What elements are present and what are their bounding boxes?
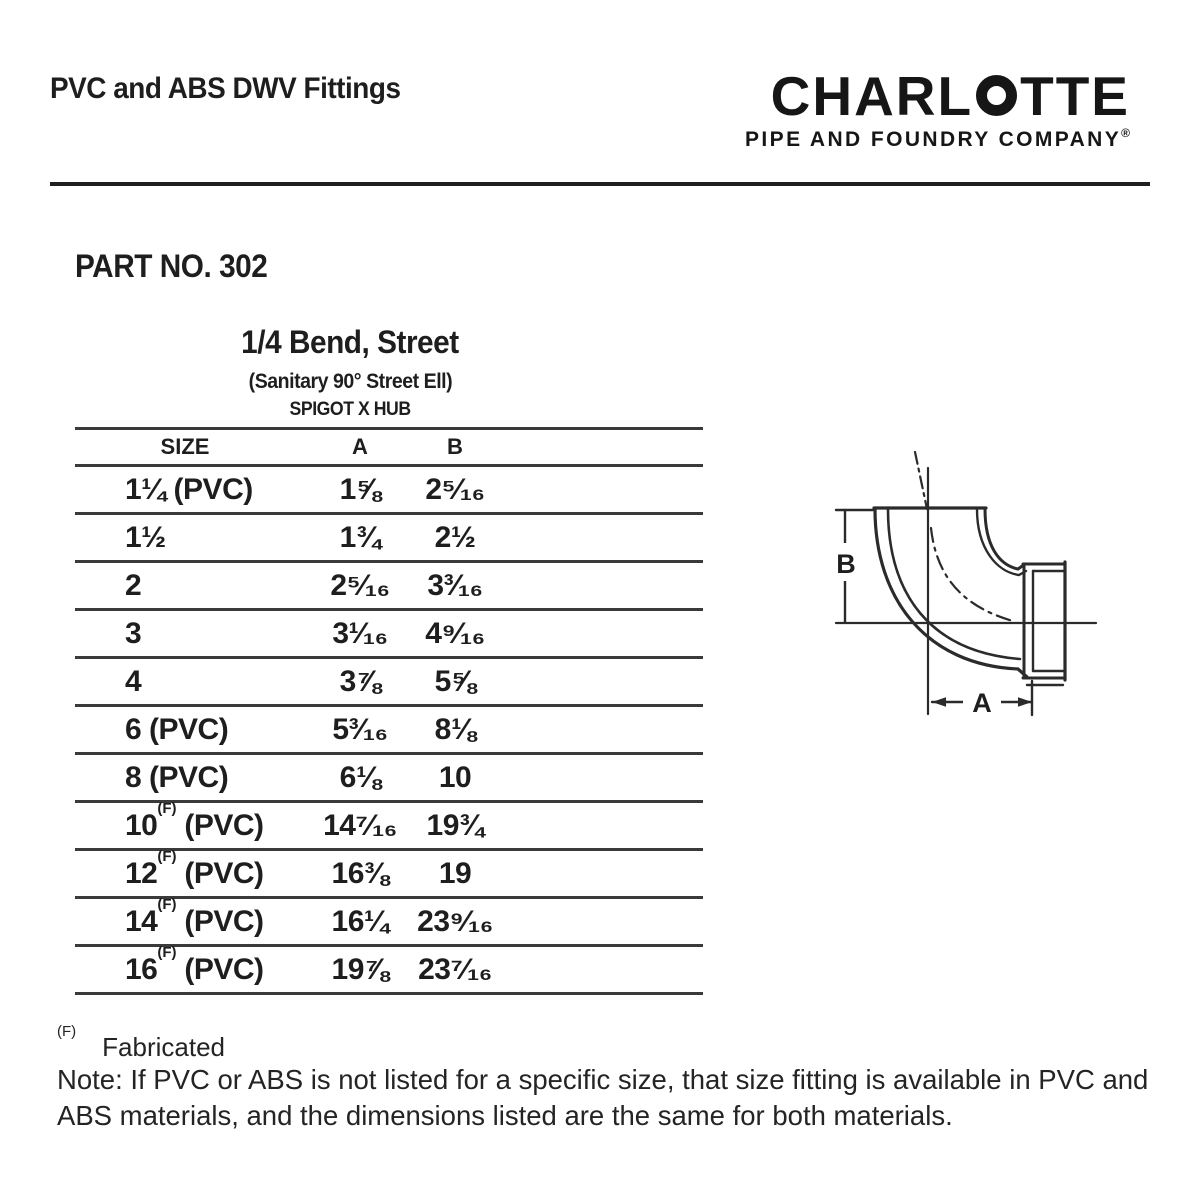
dim-b-value: 19¾ (426, 808, 484, 842)
availability-note: Note: If PVC or ABS is not listed for a specific size, that size fitting is available in PVC and ABS materials, and the dimensions listed are the same for both materials. (57, 1064, 1149, 1131)
dim-b-value: 19 (438, 856, 472, 890)
horizontal-rule (50, 182, 1150, 186)
fabricated-marker: (F) (157, 847, 177, 865)
column-header-a: A (352, 434, 368, 459)
size-material: (PVC) (176, 904, 264, 938)
table-row (75, 847, 703, 899)
size-value: 12 (125, 856, 158, 890)
charlotte-logo (745, 65, 1130, 152)
dim-a-arrow-right (1018, 697, 1032, 707)
dim-a-value: 14⁷⁄₁₆ (323, 808, 397, 842)
footnote-marker: (F) (57, 1023, 77, 1041)
dim-b-value: 4⁹⁄₁₆ (425, 616, 485, 650)
table-row (75, 943, 703, 995)
dim-a-value: 16¼ (331, 904, 389, 938)
logo-wordmark (745, 65, 1130, 127)
size-value: 10 (125, 808, 158, 842)
dim-a-value: 6⅛ (339, 760, 381, 794)
size-cell (75, 521, 295, 555)
column-header-size: SIZE (160, 434, 210, 459)
column-header-b: B (447, 434, 463, 459)
size-value: 1¼ (125, 472, 166, 506)
dim-a-value: 1⅝ (339, 472, 381, 506)
size-material: (PVC) (176, 952, 264, 986)
size-material: (PVC) (141, 712, 229, 746)
size-cell (75, 569, 295, 603)
size-cell (75, 943, 295, 987)
size-material: (PVC) (165, 472, 253, 506)
dim-b-value: 10 (438, 760, 472, 794)
size-value: 6 (125, 712, 142, 746)
footnote-text: Fabricated (102, 1032, 225, 1062)
registered-mark: ® (1121, 126, 1130, 140)
size-cell (75, 617, 295, 651)
inner-arc (985, 509, 1025, 569)
table-row (75, 467, 703, 515)
product-heading-block (150, 324, 550, 421)
outer-arc (875, 509, 1027, 677)
product-title: 1/4 Bend, Street (241, 324, 459, 360)
dim-b-value: 3³⁄₁₆ (427, 568, 483, 602)
dim-b-value: 5⅝ (434, 664, 476, 698)
dim-b-value: 23⁷⁄₁₆ (418, 952, 492, 986)
dim-a-value: 3¹⁄₁₆ (332, 616, 388, 650)
product-connection-type: SPIGOT X HUB (289, 399, 411, 420)
dim-b-value: 23⁹⁄₁₆ (417, 904, 493, 938)
fitting-diagram (818, 445, 1120, 725)
dim-a-value: 1¾ (339, 520, 381, 554)
dim-a-arrow-left (932, 697, 946, 707)
size-value: 1½ (125, 520, 166, 554)
spigot-centerline-tick (915, 452, 927, 509)
table-row (75, 895, 703, 947)
dim-a-value: 19⅞ (331, 952, 389, 986)
size-value: 8 (125, 760, 142, 794)
size-material: (PVC) (176, 856, 264, 890)
size-value: 2 (125, 568, 142, 602)
dim-b-value: 2⁵⁄₁₆ (425, 472, 485, 506)
dim-a-value: 3⅞ (339, 664, 381, 698)
logo-text-post: TTE (1020, 65, 1130, 127)
dim-a-value: 5³⁄₁₆ (332, 712, 388, 746)
dim-b-value: 2½ (434, 520, 476, 554)
size-cell (75, 473, 295, 507)
product-subtitle: (Sanitary 90° Street Ell) (248, 370, 452, 393)
size-material: (PVC) (141, 760, 229, 794)
fabricated-marker: (F) (157, 943, 177, 961)
dim-label-a: A (972, 688, 992, 718)
outer-wall-line (888, 509, 1020, 659)
part-number-text: PART NO. 302 (75, 248, 268, 284)
dimensions-table (75, 427, 703, 995)
dim-a-value: 16⅜ (331, 856, 389, 890)
page-title (50, 72, 427, 106)
part-number (75, 248, 282, 285)
size-value: 16 (125, 952, 158, 986)
size-value: 3 (125, 616, 142, 650)
fabricated-marker: (F) (157, 799, 177, 817)
size-value: 4 (125, 664, 142, 698)
size-cell (75, 895, 295, 939)
table-row (75, 563, 703, 611)
dim-a-value: 2⁵⁄₁₆ (330, 568, 390, 602)
bore-centerline-arc (931, 528, 1013, 621)
fabricated-marker: (F) (157, 895, 177, 913)
table-row (75, 659, 703, 707)
size-cell (75, 799, 295, 843)
dim-b-value: 8⅛ (434, 712, 476, 746)
table-row (75, 799, 703, 851)
logo-text-pre: CHARL (770, 65, 974, 127)
table-header-row (75, 430, 703, 467)
size-value: 14 (125, 904, 158, 938)
page-title-text: PVC and ABS DWV Fittings (50, 72, 401, 105)
size-material: (PVC) (176, 808, 264, 842)
size-cell (75, 761, 295, 795)
table-row (75, 515, 703, 563)
dim-label-b: B (836, 549, 856, 579)
table-row (75, 707, 703, 755)
logo-tagline-text: PIPE AND FOUNDRY COMPANY (745, 128, 1122, 151)
size-cell (75, 847, 295, 891)
size-cell (75, 665, 295, 699)
size-cell (75, 713, 295, 747)
footnote (57, 1023, 225, 1063)
logo-ring-o-icon (976, 75, 1017, 116)
table-row (75, 755, 703, 803)
logo-tagline (745, 126, 1130, 152)
table-row (75, 611, 703, 659)
